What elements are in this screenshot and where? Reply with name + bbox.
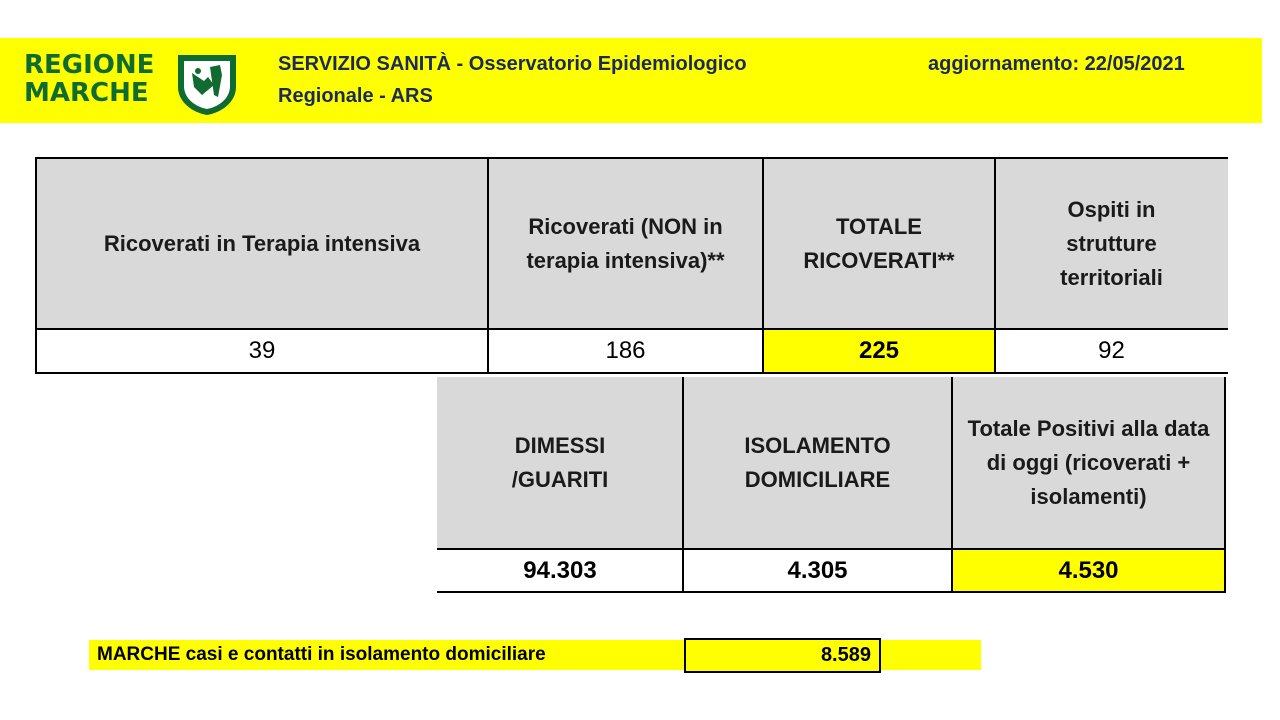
logo-line-2: MARCHE	[24, 78, 149, 108]
header-totale-positivi: Totale Positivi alla data di oggi (ricoverati + isolamenti)	[952, 377, 1225, 549]
isolation-cases-highlight	[881, 640, 981, 670]
header-isolamento-domiciliare: ISOLAMENTO DOMICILIARE	[683, 377, 952, 549]
page-title	[278, 48, 878, 112]
value-terapia-intensiva: 39	[36, 329, 488, 373]
header-ospiti-strutture: Ospiti in strutture territoriali	[995, 158, 1228, 329]
table2-right-border	[1224, 377, 1226, 593]
table1-left-border	[35, 157, 37, 374]
table1-divider-2	[762, 157, 764, 374]
header-band	[0, 38, 1262, 123]
table2-bottom-border	[437, 591, 1226, 593]
table2-divider-2	[951, 377, 953, 593]
value-dimessi-guariti: 94.303	[437, 549, 683, 592]
logo-text	[24, 51, 154, 107]
header-totale-ricoverati: TOTALE RICOVERATI**	[763, 158, 995, 329]
isolation-cases-label: MARCHE casi e contatti in isolamento domiciliare	[89, 640, 685, 670]
header-terapia-intensiva: Ricoverati in Terapia intensiva	[36, 158, 488, 329]
logo-line-1: REGIONE	[24, 50, 155, 80]
header-dimessi-guariti: DIMESSI /GUARITI	[437, 377, 683, 549]
value-non-terapia-intensiva: 186	[488, 329, 763, 373]
value-totale-positivi: 4.530	[952, 549, 1225, 592]
title-line-2: Regionale - ARS	[278, 85, 433, 107]
table1-mid-border	[36, 328, 1228, 330]
regione-marche-logo	[24, 51, 244, 115]
table1-divider-1	[487, 157, 489, 374]
value-ospiti-strutture: 92	[995, 329, 1228, 373]
table1-bottom-border	[36, 372, 1228, 374]
value-isolamento-domiciliare: 4.305	[683, 549, 952, 592]
table1-top-border	[36, 157, 1228, 159]
table1-divider-3	[994, 157, 996, 374]
table2-mid-border	[437, 548, 1226, 550]
update-date: aggiornamento: 22/05/2021	[928, 53, 1185, 75]
regione-marche-emblem-icon	[174, 51, 240, 117]
value-totale-ricoverati: 225	[763, 329, 995, 373]
table2-divider-1	[682, 377, 684, 593]
title-line-1: SERVIZIO SANITÀ - Osservatorio Epidemiologico	[278, 53, 747, 75]
header-non-terapia-intensiva: Ricoverati (NON in terapia intensiva)**	[488, 158, 763, 329]
isolation-cases-value: 8.589	[684, 638, 881, 673]
